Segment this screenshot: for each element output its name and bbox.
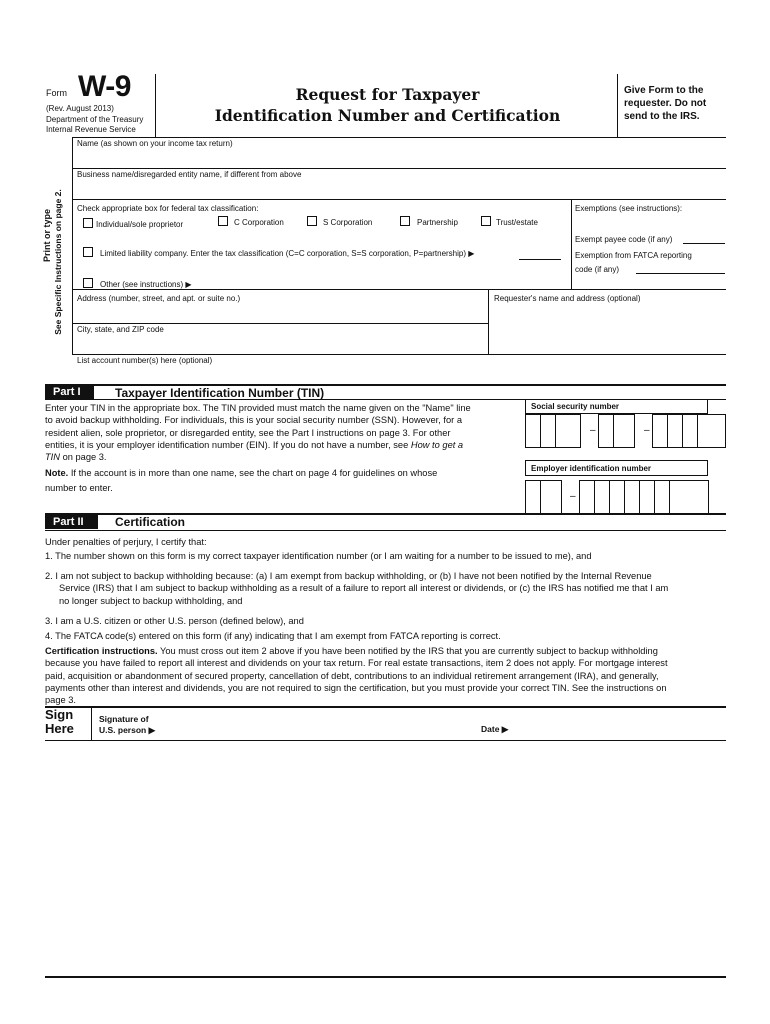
tin-line-2: to avoid backup withholding. For individuals, this is your social security number (SSN). However, for a (45, 415, 462, 426)
city-label: City, state, and ZIP code (77, 325, 164, 334)
ein-label: Employer identification number (525, 460, 708, 476)
ssn-dash-1: – (590, 425, 596, 436)
llc-label: Limited liability company. Enter the tax classification (C=C corporation, S=S corporation, P=partnership) ▶ (100, 249, 475, 258)
part-1-title: Taxpayer Identification Number (TIN) (115, 386, 325, 400)
department: Department of the Treasury (46, 115, 144, 124)
individual-label: Individual/sole proprietor (96, 220, 184, 229)
signature-label: Signature of U.S. person ▶ (99, 714, 156, 735)
ssn-label: Social security number (525, 400, 708, 414)
title-line-1: Request for Taxpayer (295, 85, 480, 104)
form-number: W-9 (78, 70, 131, 103)
form-word: Form (46, 88, 67, 98)
tin-line-5: TIN on page 3. (45, 452, 107, 463)
sign-here-label: Sign Here (45, 707, 74, 736)
ssn-dash-2: – (644, 425, 650, 436)
part-2-label: Part II (45, 514, 98, 529)
fatca-code-input[interactable] (636, 273, 725, 274)
partnership-label: Partnership (417, 218, 458, 227)
trust-estate-checkbox[interactable] (481, 216, 491, 226)
ssn-group-1[interactable] (525, 414, 581, 448)
address-label: Address (number, street, and apt. or suite no.) (77, 294, 241, 303)
business-name-label: Business name/disregarded entity name, if different from above (77, 170, 302, 179)
c-corporation-checkbox[interactable] (218, 216, 228, 226)
individual-checkbox[interactable] (83, 218, 93, 228)
ssn-group-3[interactable] (652, 414, 726, 448)
city-input[interactable] (73, 336, 487, 353)
ein-group-2[interactable] (579, 480, 709, 514)
name-label: Name (as shown on your income tax return) (77, 139, 233, 148)
title-line-2: Identification Number and Certification (214, 106, 561, 125)
exemptions-label: Exemptions (see instructions): (575, 204, 683, 213)
signature-input[interactable] (165, 710, 475, 738)
cert-item-3: 3. I am a U.S. citizen or other U.S. person (defined below), and (45, 616, 304, 626)
partnership-checkbox[interactable] (400, 216, 410, 226)
s-corporation-label: S Corporation (323, 218, 373, 227)
cert-item-4: 4. The FATCA code(s) entered on this form (if any) indicating that I am exempt from FATCA reporting is correct. (45, 631, 501, 641)
revision: (Rev. August 2013) (46, 104, 114, 113)
form-title (160, 84, 615, 126)
ein-group-1[interactable] (525, 480, 562, 514)
requester-input[interactable] (489, 305, 725, 353)
trust-estate-label: Trust/estate (496, 218, 538, 227)
part-2-title: Certification (115, 515, 186, 529)
ein-dash: – (570, 491, 576, 502)
c-corporation-label: C Corporation (234, 218, 284, 227)
fatca-label-1: Exemption from FATCA reporting (575, 251, 692, 260)
agency: Internal Revenue Service (46, 125, 136, 134)
account-input[interactable] (73, 367, 725, 383)
tin-line-3: resident alien, sole proprietor, or disregarded entity, see the Part I instructions on page 3. For other (45, 427, 451, 438)
exempt-payee-label: Exempt payee code (if any) (575, 235, 673, 244)
footer-rule (45, 976, 726, 978)
exempt-payee-input[interactable] (683, 243, 725, 244)
cert-item-2: 2. I am not subject to backup withholding because: (a) I am exempt from backup withholding, or (b) I have not been notified by the Internal Revenue Service (IRS) that I am subject to backup withholding as a result of a failure to report all interest or dividends, or (c) the IRS has notified me that I am no longer subject to backup withholding, and (45, 571, 669, 606)
date-input[interactable] (512, 710, 725, 738)
give-form-note: Give Form to the requester. Do not send to the IRS. (624, 85, 707, 122)
part-1-instructions (45, 402, 525, 463)
requester-label: Requester's name and address (optional) (494, 294, 641, 303)
part-1-label: Part I (45, 385, 94, 399)
account-label: List account number(s) here (optional) (77, 356, 213, 365)
address-input[interactable] (73, 305, 487, 322)
fatca-label-2: code (if any) (575, 265, 620, 274)
s-corporation-checkbox[interactable] (307, 216, 317, 226)
llc-classification-input[interactable] (519, 259, 561, 260)
ssn-group-2[interactable] (598, 414, 635, 448)
tin-line-4: entities, it is your employer identification number (EIN). If you do not have a number, see How to get a (45, 439, 464, 450)
tin-line-1: Enter your TIN in the appropriate box. The TIN provided must match the name given on the "Name" line (45, 403, 471, 413)
other-checkbox[interactable] (83, 278, 93, 288)
llc-checkbox[interactable] (83, 247, 93, 257)
other-label: Other (see instructions) ▶ (100, 280, 192, 289)
date-label: Date ▶ (481, 724, 509, 734)
business-name-input[interactable] (73, 181, 725, 198)
cert-instructions: Certification instructions. You must cross out item 2 above if you have been notified by the IRS that you are currently subject to backup withholding because you have failed to report all interest and dividends on your tax return. For real estate transactions, item 2 does not apply. For mortgage interest paid, acquisition or abandonment of secured property, cancellation of debt, contributions to an individual retirement arrangement (IRA), and generally, payments other than interest and dividends, you are not required to sign the certification, but you must provide your correct TIN. See the instructions on page 3. (45, 646, 668, 706)
see-instructions-label: See Specific Instructions on page 2. (53, 189, 63, 335)
perjury-intro: Under penalties of perjury, I certify that: (45, 537, 207, 547)
name-input[interactable] (73, 150, 725, 167)
cert-item-1: 1. The number shown on this form is my correct taxpayer identification number (or I am waiting for a number to be issued to me), and (45, 551, 592, 561)
part-1-note: Note. If the account is in more than one name, see the chart on page 4 for guidelines on whose number to enter. (45, 468, 438, 493)
tax-classification-label: Check appropriate box for federal tax classification: (77, 204, 259, 213)
